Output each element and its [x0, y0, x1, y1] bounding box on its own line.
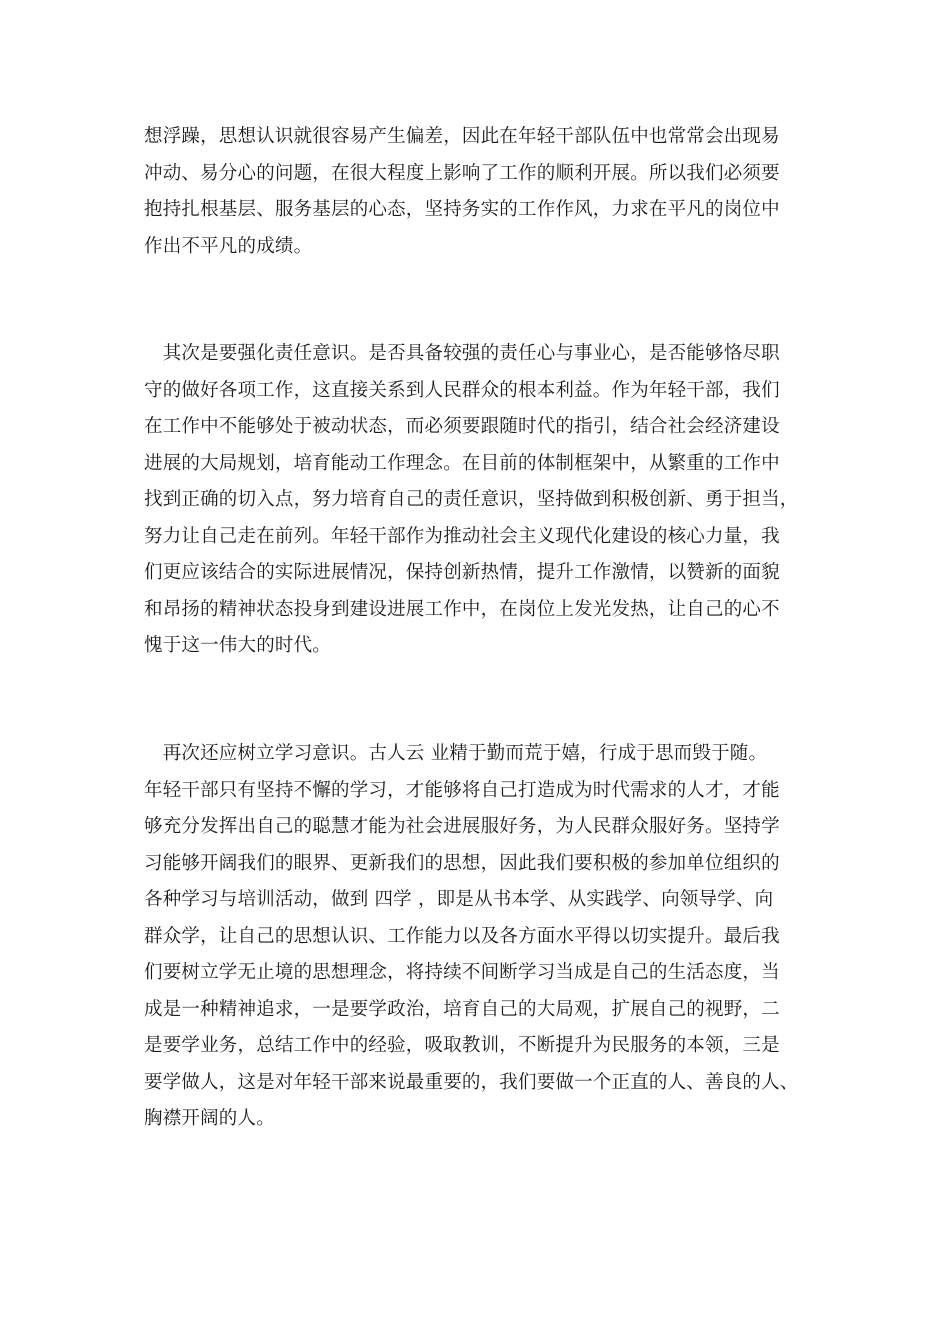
- text-line: 找到正确的切入点，努力培育自己的责任意识，坚持做到积极创新、勇于担当，: [144, 489, 799, 510]
- text-line: 和昂扬的精神状态投身到建设进展工作中，在岗位上发光发热，让自己的心不: [144, 598, 780, 620]
- text-line: 再次还应树立学习意识。古人云 业精于勤而荒于嬉，行成于思而毁于随。: [144, 743, 768, 764]
- text-line: 想浮躁，思想认识就很容易产生偏差，因此在年轻干部队伍中也常常会出现易: [144, 126, 780, 147]
- text-line: 们更应该结合的实际进展情况，保持创新热情，提升工作激情，以赞新的面貌: [144, 562, 780, 583]
- text-line: 进展的大局规划，培育能动工作理念。在目前的体制框架中，从繁重的工作中: [144, 452, 780, 474]
- text-line: 胸襟开阔的人。: [144, 1108, 275, 1129]
- text-line: 守的做好各项工作，这直接关系到人民群众的根本利益。作为年轻干部，我们: [144, 379, 780, 401]
- text-line: 群众学，让自己的思想认识、工作能力以及各方面水平得以切实提升。最后我: [144, 925, 780, 947]
- text-line: 年轻干部只有坚持不懈的学习，才能够将自己打造成为时代需求的人才，才能: [144, 779, 780, 801]
- text-line: 成是一种精神追求，一是要学政治，培育自己的大局观，扩展自己的视野，二: [144, 998, 780, 1020]
- text-line: 习能够开阔我们的眼界、更新我们的思想，因此我们要积极的参加单位组织的: [144, 852, 780, 874]
- text-line: 在工作中不能够处于被动状态，而必须要跟随时代的指引，结合社会经济建设: [144, 416, 780, 437]
- text-line: 作出不平凡的成绩。: [144, 235, 313, 257]
- paragraph-learning: [144, 736, 814, 1138]
- text-line: 努力让自己走在前列。年轻干部作为推动社会主义现代化建设的核心力量，我: [144, 525, 780, 547]
- text-line: 是要学业务，总结工作中的经验，吸取教训，不断提升为民服务的本领，三是: [144, 1035, 780, 1056]
- paragraph-continuation: [144, 119, 814, 265]
- text-line: 们要树立学无止境的思想理念，将持续不间断学习当成是自己的生活态度，当: [144, 962, 780, 983]
- text-line: 抱持扎根基层、服务基层的心态，坚持务实的工作作风，力求在平凡的岗位中: [144, 199, 780, 220]
- text-line: 愧于这一伟大的时代。: [144, 635, 332, 656]
- text-line: 要学做人，这是对年轻干部来说最重要的，我们要做一个正直的人、善良的人、: [144, 1071, 799, 1093]
- paragraph-responsibility: [144, 336, 814, 665]
- text-line: 其次是要强化责任意识。是否具备较强的责任心与事业心，是否能够恪尽职: [144, 343, 780, 364]
- text-line: 够充分发挥出自己的聪慧才能为社会进展服好务，为人民群众服好务。坚持学: [144, 816, 780, 837]
- text-line: 各种学习与培训活动，做到 四学 ，即是从书本学、从实践学、向领导学、向: [144, 889, 774, 910]
- text-line: 冲动、易分心的问题，在很大程度上影响了工作的顺利开展。所以我们必须要: [144, 162, 780, 184]
